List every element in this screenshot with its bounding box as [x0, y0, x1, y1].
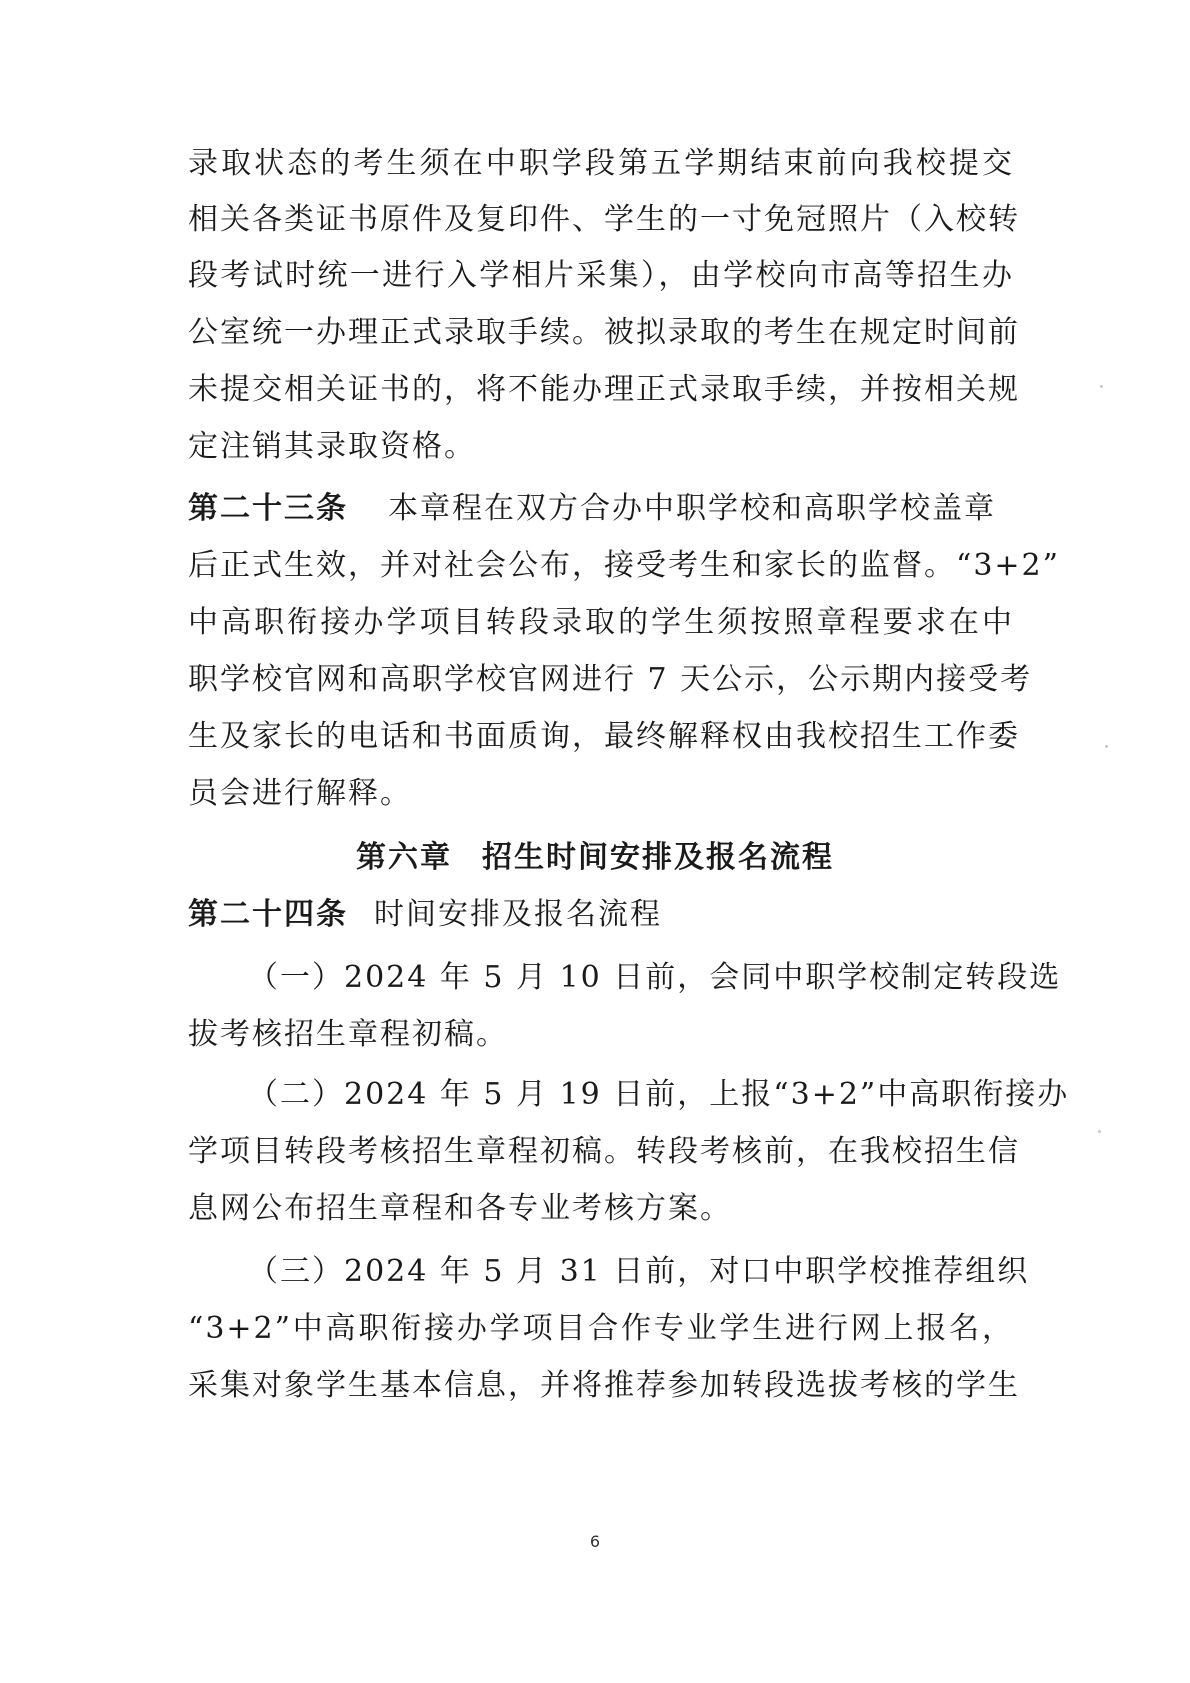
article-23-first-line [188, 489, 1014, 529]
item-1-line: （一）2024 年 5 月 10 日前，会同中职学校制定转段选 [248, 960, 1062, 995]
paragraph-line: 公室统一办理正式录取手续。被拟录取的考生在规定时间前 [188, 315, 1020, 350]
chapter-title: 招生时间安排及报名流程 [482, 840, 834, 875]
paragraph-line: 相关各类证书原件及复印件、学生的一寸免冠照片（入校转 [188, 202, 1020, 237]
scan-speck [1105, 745, 1108, 748]
article-24-text: 时间安排及报名流程 [374, 897, 662, 932]
article-23-line: 生及家长的电话和书面质询，最终解释权由我校招生工作委 [188, 719, 1020, 754]
item-3-line: 采集对象学生基本信息，并将推荐参加转段选拔考核的学生 [188, 1368, 1020, 1403]
scan-speck [1098, 1130, 1101, 1133]
item-2-line: （二）2024 年 5 月 19 日前，上报“3+2”中高职衔接办 [248, 1077, 1070, 1112]
article-24-label: 第二十四条 [188, 897, 348, 932]
item-3-line: “3+2”中高职衔接办学项目合作专业学生进行网上报名， [188, 1311, 1014, 1346]
item-2-line: 息网公布招生章程和各专业考核方案。 [188, 1191, 732, 1226]
scan-speck [1100, 385, 1103, 388]
paragraph-line: 段考试时统一进行入学相片采集），由学校向市高等招生办 [188, 258, 1014, 293]
page-number: 6 [589, 1532, 601, 1551]
paragraph-line: 未提交相关证书的，将不能办理正式录取手续，并按相关规 [188, 372, 1020, 407]
article-23-line: 中高职衔接办学项目转段录取的学生须按照章程要求在中 [188, 605, 1014, 640]
article-23-line: 员会进行解释。 [188, 776, 412, 811]
item-3-line: （三）2024 年 5 月 31 日前，对口中职学校推荐组织 [248, 1254, 1030, 1289]
article-23-line: 后正式生效，并对社会公布，接受考生和家长的监督。“3+2” [188, 548, 1060, 583]
paragraph-line: 定注销其录取资格。 [188, 429, 476, 464]
article-24-line [188, 895, 1014, 935]
chapter-number: 第六章 [356, 840, 452, 875]
paragraph-line: 录取状态的考生须在中职学段第五学期结束前向我校提交 [188, 146, 1014, 181]
article-23-label: 第二十三条 [188, 491, 348, 526]
article-23-text: 本章程在双方合办中职学校和高职学校盖章 [388, 491, 996, 526]
item-1-line: 拔考核招生章程初稿。 [188, 1017, 508, 1052]
article-23-line: 职学校官网和高职学校官网进行 7 天公示，公示期内接受考 [188, 662, 1033, 697]
item-2-line: 学项目转段考核招生章程初稿。转段考核前，在我校招生信 [188, 1134, 1020, 1169]
chapter-heading [0, 838, 1190, 878]
